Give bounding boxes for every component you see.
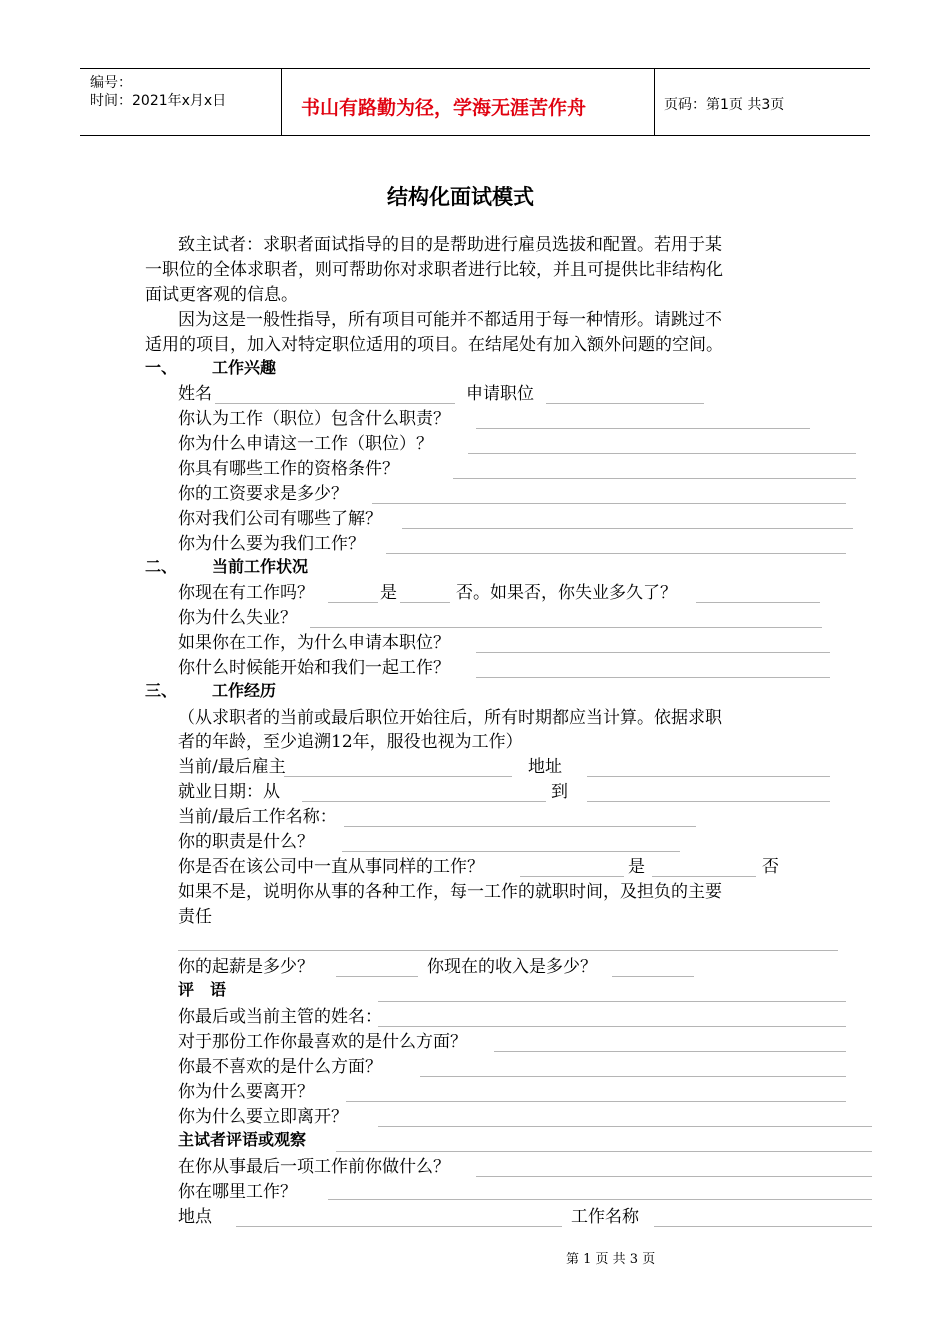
s2-question-3: 如果你在工作，为什么申请本职位？ [178, 633, 450, 653]
date-from-field[interactable] [302, 801, 546, 802]
s2-unemployed-duration-field[interactable] [696, 602, 820, 603]
s2-answer-4[interactable] [476, 677, 830, 678]
employer-label: 当前/最后雇主 [178, 757, 286, 777]
comments-answer-3[interactable] [420, 1076, 846, 1077]
position-label: 申请职位 [466, 384, 534, 404]
examiner-answer-1[interactable] [476, 1176, 872, 1177]
s1-question-3: 你具有哪些工作的资格条件？ [178, 459, 399, 479]
if-not-answer-field[interactable] [178, 950, 838, 951]
date-to-label: 到 [551, 782, 568, 802]
start-salary-field[interactable] [336, 976, 418, 977]
date-to-field[interactable] [587, 801, 830, 802]
address-label: 地址 [528, 757, 562, 777]
s3-note-line-2: 者的年龄，至少追溯12年，服役也视为工作） [178, 732, 523, 752]
header-page-info: 页码：第1页 共3页 [664, 97, 785, 113]
place-label: 地点 [178, 1207, 212, 1227]
section3-title: 工作经历 [212, 681, 277, 700]
comments-question-3: 你最不喜欢的是什么方面？ [178, 1057, 382, 1077]
s1-question-2: 你为什么申请这一工作（职位）？ [178, 434, 433, 454]
header-top-border [80, 68, 870, 69]
section3-number: 三、 [145, 681, 178, 700]
s2-no-field[interactable] [400, 602, 450, 603]
examiner-question-1: 在你从事最后一项工作前你做什么？ [178, 1157, 450, 1177]
section2-title: 当前工作状况 [212, 557, 309, 576]
page-title: 结构化面试模式 [387, 185, 534, 209]
s2-question-2: 你为什么失业？ [178, 608, 297, 628]
jobtitle-field[interactable] [344, 826, 696, 827]
address-field[interactable] [587, 776, 830, 777]
start-salary-label: 你的起薪是多少？ [178, 957, 314, 977]
header-motto: 书山有路勤为径，学海无涯苦作舟 [301, 97, 587, 119]
comments-question-4: 你为什么要离开？ [178, 1082, 314, 1102]
place-field[interactable] [236, 1226, 562, 1227]
s2-question-1: 你现在有工作吗？ [178, 583, 314, 603]
s1-answer-2[interactable] [468, 453, 856, 454]
s1-question-1: 你认为工作（职位）包含什么职责？ [178, 409, 450, 429]
examiner-answer-2[interactable] [328, 1199, 872, 1200]
intro-line-2: 一职位的全体求职者，则可帮助你对求职者进行比较，并且可提供比非结构化 [145, 260, 723, 280]
s1-answer-3[interactable] [453, 478, 856, 479]
s2-answer-3[interactable] [476, 652, 830, 653]
current-income-label: 你现在的收入是多少？ [427, 957, 597, 977]
name-label: 姓名 [178, 384, 212, 404]
duties-label: 你的职责是什么？ [178, 832, 314, 852]
current-income-field[interactable] [612, 976, 694, 977]
comments-question-5: 你为什么要立即离开？ [178, 1107, 348, 1127]
header-divider-1 [281, 68, 282, 135]
section1-number: 一、 [145, 358, 178, 377]
intro-line-4: 因为这是一般性指导，所有项目可能并不都适用于每一种情形。请跳过不 [178, 310, 722, 330]
intro-line-5: 适用的项目，加入对特定职位适用的项目。在结尾处有加入额外问题的空间。 [145, 335, 723, 355]
s1-answer-4[interactable] [372, 503, 846, 504]
comments-answer-4[interactable] [346, 1101, 846, 1102]
s2-yes-label: 是 [380, 583, 397, 603]
section1-title: 工作兴趣 [212, 358, 277, 377]
comments-title: 评 语 [178, 980, 227, 999]
s1-question-5: 你对我们公司有哪些了解？ [178, 509, 382, 529]
comments-line-top [378, 1001, 846, 1002]
same-job-no-label: 否 [762, 857, 779, 877]
section2-number: 二、 [145, 557, 178, 576]
header-time-label: 时间：2021年x月x日 [90, 93, 227, 109]
s1-answer-1[interactable] [476, 428, 810, 429]
s2-no-label: 否。如果否，你失业多久了？ [456, 583, 677, 603]
s3-note-line-1: （从求职者的当前或最后职位开始往后，所有时期都应当计算。依据求职 [178, 708, 722, 728]
position-field[interactable] [546, 403, 704, 404]
jobtitle-label: 当前/最后工作名称： [178, 807, 337, 827]
header-number-label: 编号： [90, 75, 132, 91]
employer-field[interactable] [284, 776, 512, 777]
s1-answer-5[interactable] [402, 528, 853, 529]
s1-answer-6[interactable] [386, 553, 846, 554]
examiner-title: 主试者评语或观察 [178, 1130, 307, 1149]
s2-yes-field[interactable] [328, 602, 378, 603]
dates-label: 就业日期：从 [178, 782, 280, 802]
jobname-field[interactable] [654, 1226, 872, 1227]
page-footer: 第 1 页 共 3 页 [566, 1252, 656, 1267]
intro-line-1: 致主试者：求职者面试指导的目的是帮助进行雇员选拔和配置。若用于某 [178, 235, 722, 255]
jobname-label: 工作名称 [571, 1207, 639, 1227]
intro-line-3: 面试更客观的信息。 [145, 285, 298, 305]
header-bottom-border [80, 135, 870, 136]
comments-answer-2[interactable] [494, 1051, 846, 1052]
s2-question-4: 你什么时候能开始和我们一起工作？ [178, 658, 450, 678]
same-job-yes-label: 是 [628, 857, 645, 877]
same-job-label: 你是否在该公司中一直从事同样的工作？ [178, 857, 484, 877]
comments-question-1: 你最后或当前主管的姓名： [178, 1007, 382, 1027]
header-divider-2 [654, 68, 655, 135]
comments-answer-5[interactable] [378, 1126, 872, 1127]
if-not-line-1: 如果不是，说明你从事的各种工作，每一工作的就职时间，及担负的主要 [178, 882, 722, 902]
s1-question-6: 你为什么要为我们工作？ [178, 534, 365, 554]
if-not-line-2: 责任 [178, 907, 212, 927]
examiner-question-2: 你在哪里工作？ [178, 1182, 297, 1202]
s1-question-4: 你的工资要求是多少？ [178, 484, 348, 504]
comments-question-2: 对于那份工作你最喜欢的是什么方面？ [178, 1032, 467, 1052]
